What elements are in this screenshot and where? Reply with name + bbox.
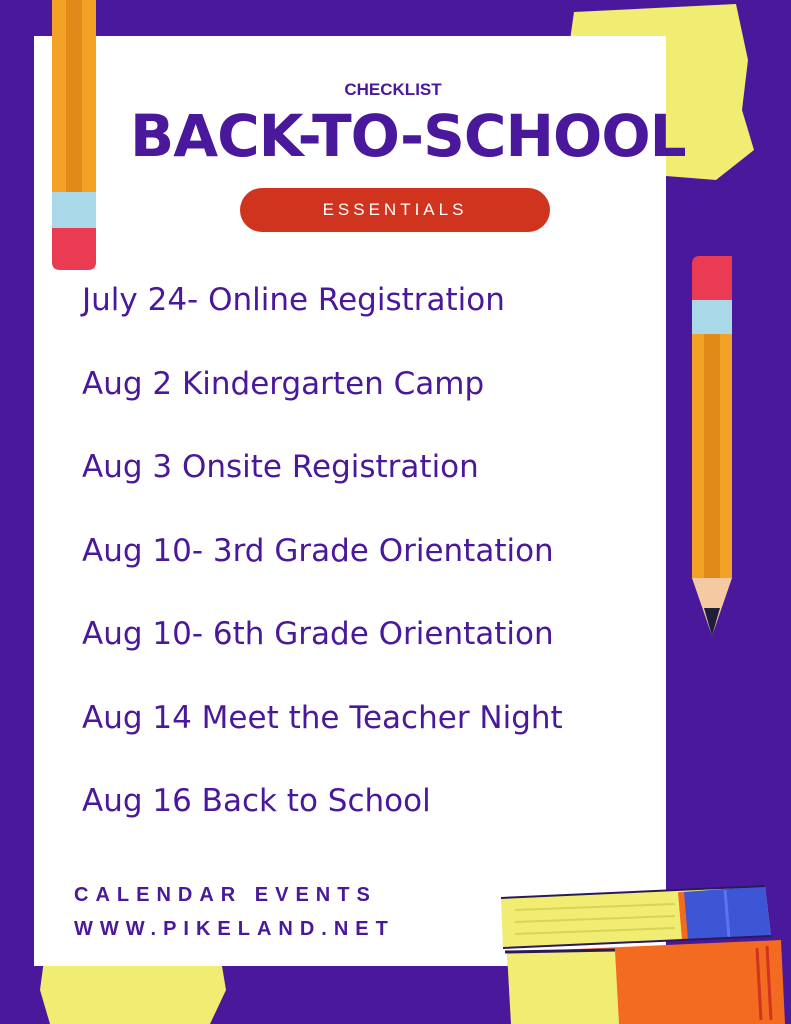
pencil-icon bbox=[52, 0, 96, 272]
event-item: Aug 16 Back to School bbox=[82, 783, 431, 819]
event-list bbox=[82, 272, 563, 857]
event-item: Aug 3 Onsite Registration bbox=[82, 449, 479, 485]
event-item: Aug 10- 6th Grade Orientation bbox=[82, 616, 554, 652]
event-item: Aug 10- 3rd Grade Orientation bbox=[82, 532, 554, 569]
pencil-icon bbox=[688, 256, 736, 636]
footer bbox=[74, 878, 395, 946]
footer-caption: CALENDAR EVENTS bbox=[74, 884, 377, 906]
event-item: July 24- Online Registration bbox=[82, 282, 505, 318]
books-icon bbox=[495, 878, 791, 1024]
event-item: Aug 14 Meet the Teacher Night bbox=[82, 699, 563, 736]
checklist-sheet bbox=[34, 36, 686, 966]
essentials-badge bbox=[240, 188, 550, 232]
event-item: Aug 2 Kindergarten Camp bbox=[82, 365, 485, 402]
page-title: BACK-TO-SCHOOL bbox=[130, 102, 686, 170]
eyebrow-label: CHECKLIST bbox=[344, 80, 442, 99]
footer-website: WWW.PIKELAND.NET bbox=[74, 918, 395, 940]
essentials-badge-label: ESSENTIALS bbox=[322, 200, 468, 219]
